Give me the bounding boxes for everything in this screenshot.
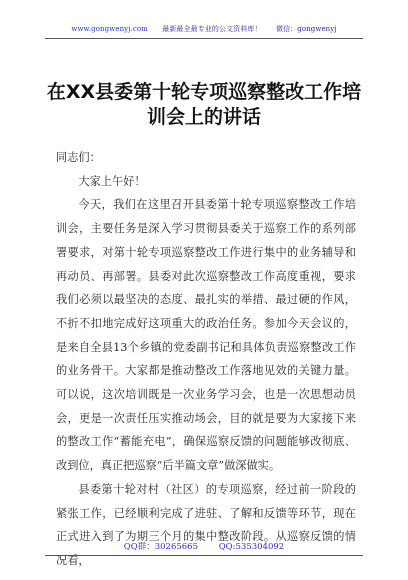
body-paragraph: 今天，我们在这里召开县委第十轮专项巡察整改工作培训会，主要任务是深入学习贯彻县委关于巡察工作的系列部署要求，对第十轮专项巡察整改工作进行集中的业务辅导和再动员、再部署。县委对此次巡察整改工作高度重视，要求我们必须以最坚决的态度、最扎实的举措、最过硬的作风，不折不扣地完成好这项重大的政治任务。参加今天会议的，是来自全县13个乡镇的党委副书记和具体负责巡察整改工作的业务骨干。大家都是推动整改工作落地见效的关键力量。可以说，这次培训既是一次业务学习会，也是一次思想动员会，更是一次责任压实推动场会，目的就是要为大家接下来的整改工作“蓄能充电”，确保巡察反馈的问题能够改彻底、改到位，真正把巡察“后半篇文章”做深做实。 bbox=[56, 198, 356, 473]
greeting: 大家上午好！ bbox=[78, 174, 146, 188]
footer-divider bbox=[45, 555, 363, 556]
page-header bbox=[0, 24, 408, 34]
header-slogan: 最新最全最专业的公文资料库！ bbox=[162, 25, 262, 33]
footer-qq-group: QQ群：30265665 bbox=[123, 542, 198, 552]
header-wechat: 微信：gongwenyj bbox=[275, 25, 337, 33]
header-site-url: www.gongwenyj.com bbox=[71, 25, 148, 33]
body-paragraph: 县委第十轮对村（社区）的专项巡察，经过前一阶段的紧张工作，已经顺利完成了进驻、了解和反馈等环节，现在正式进入到了为期三个月的集中整改阶段。从巡察反馈的情况看， bbox=[56, 482, 356, 567]
salutation: 同志们： bbox=[56, 151, 101, 164]
footer-qq: QQ:535304092 bbox=[218, 542, 285, 552]
header-divider bbox=[45, 38, 363, 39]
document-title: 在XX县委第十轮专项巡察整改工作培训会上的讲话 bbox=[46, 81, 362, 128]
document-body bbox=[56, 146, 356, 573]
page-footer bbox=[0, 540, 408, 552]
